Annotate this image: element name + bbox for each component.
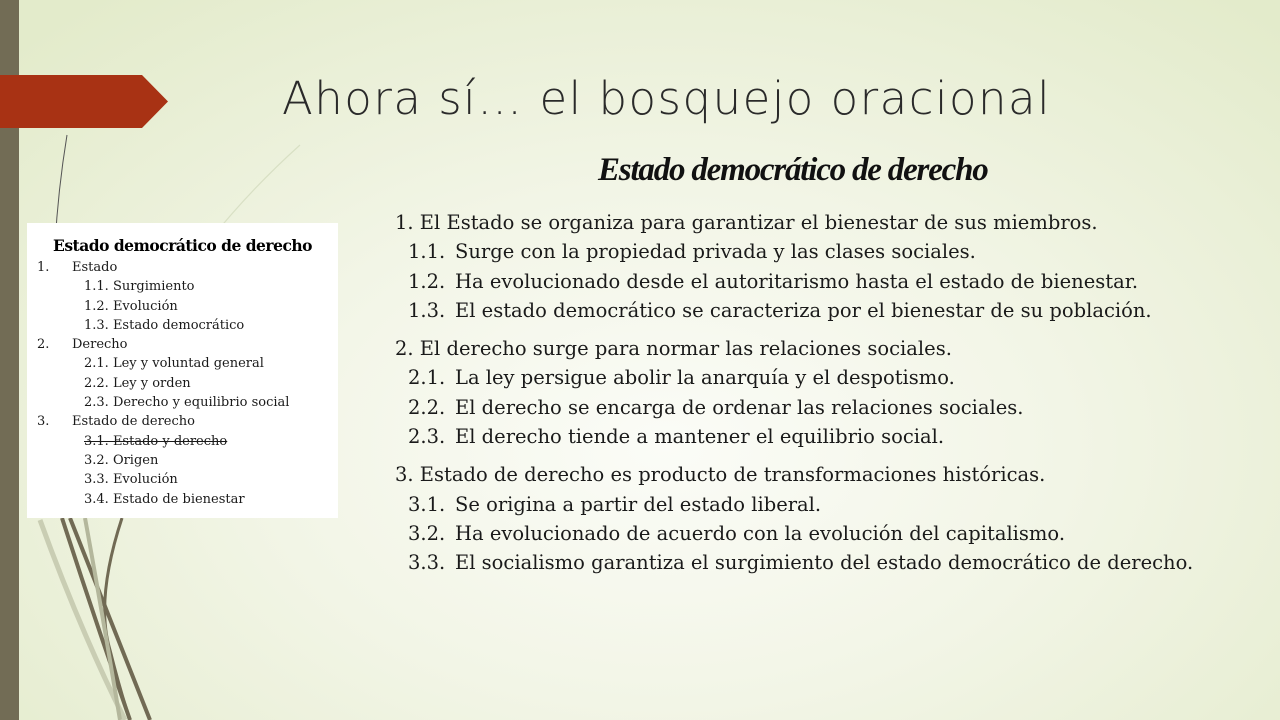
outline-item: 2. Derecho bbox=[37, 337, 128, 353]
sentence-sub: 1.2. Ha evolucionado desde el autoritarismo hasta el estado de bienestar. bbox=[408, 269, 1139, 293]
slide-subtitle: Estado democrático de derecho bbox=[598, 152, 988, 188]
sentence-main: 2. El derecho surge para normar las relaciones sociales. bbox=[395, 337, 952, 361]
outline-subitem: 2.2. Ley y orden bbox=[84, 375, 191, 391]
sentence-sub: 2.3. El derecho tiende a mantener el equilibrio social. bbox=[408, 425, 945, 449]
outline-item: 3. Estado de derecho bbox=[37, 414, 195, 430]
outline-subitem: 2.1. Ley y voluntad general bbox=[84, 356, 264, 372]
outline-subitem: 3.2. Origen bbox=[84, 452, 159, 468]
sentence-sub: 1.1. Surge con la propiedad privada y las clases sociales. bbox=[408, 240, 976, 264]
title-arrow-banner-icon bbox=[0, 75, 168, 128]
topic-outline-box bbox=[27, 223, 338, 518]
sentence-sub: 2.1. La ley persigue abolir la anarquía y el despotismo. bbox=[408, 366, 955, 390]
sentence-sub: 3.2. Ha evolucionado de acuerdo con la evolución del capitalismo. bbox=[408, 521, 1066, 545]
outline-subitem: 1.3. Estado democrático bbox=[84, 317, 245, 333]
outline-subitem: 3.3. Evolución bbox=[84, 472, 178, 488]
sentence-main: 1. El Estado se organiza para garantizar el bienestar de sus miembros. bbox=[395, 211, 1098, 234]
outline-subitem: 2.3. Derecho y equilibrio social bbox=[84, 395, 290, 411]
sentence-outline bbox=[395, 208, 1251, 578]
sentence-sub: 3.1. Se origina a partir del estado liberal. bbox=[408, 492, 822, 516]
sentence-main: 3. Estado de derecho es producto de transformaciones históricas. bbox=[395, 463, 1046, 487]
outline-subitem: 3.4. Estado de bienestar bbox=[84, 491, 245, 507]
outline-box-title: Estado democrático de derecho bbox=[53, 236, 312, 255]
outline-subitem: 1.1. Surgimiento bbox=[84, 279, 195, 295]
slide-title: Ahora sí… el bosquejo oracional bbox=[282, 72, 1052, 125]
outline-subitem: 1.2. Evolución bbox=[84, 298, 178, 314]
outline-item: 1. Estado bbox=[37, 260, 118, 275]
sentence-sub: 3.3. El socialismo garantiza el surgimiento del estado democrático de derecho. bbox=[408, 551, 1194, 575]
sentence-sub: 2.2. El derecho se encarga de ordenar las relaciones sociales. bbox=[408, 395, 1024, 419]
sentence-sub: 1.3. El estado democrático se caracteriza por el bienestar de su población. bbox=[408, 298, 1152, 322]
outline-subitem-struck: 3.1. Estado y derecho bbox=[84, 433, 228, 449]
